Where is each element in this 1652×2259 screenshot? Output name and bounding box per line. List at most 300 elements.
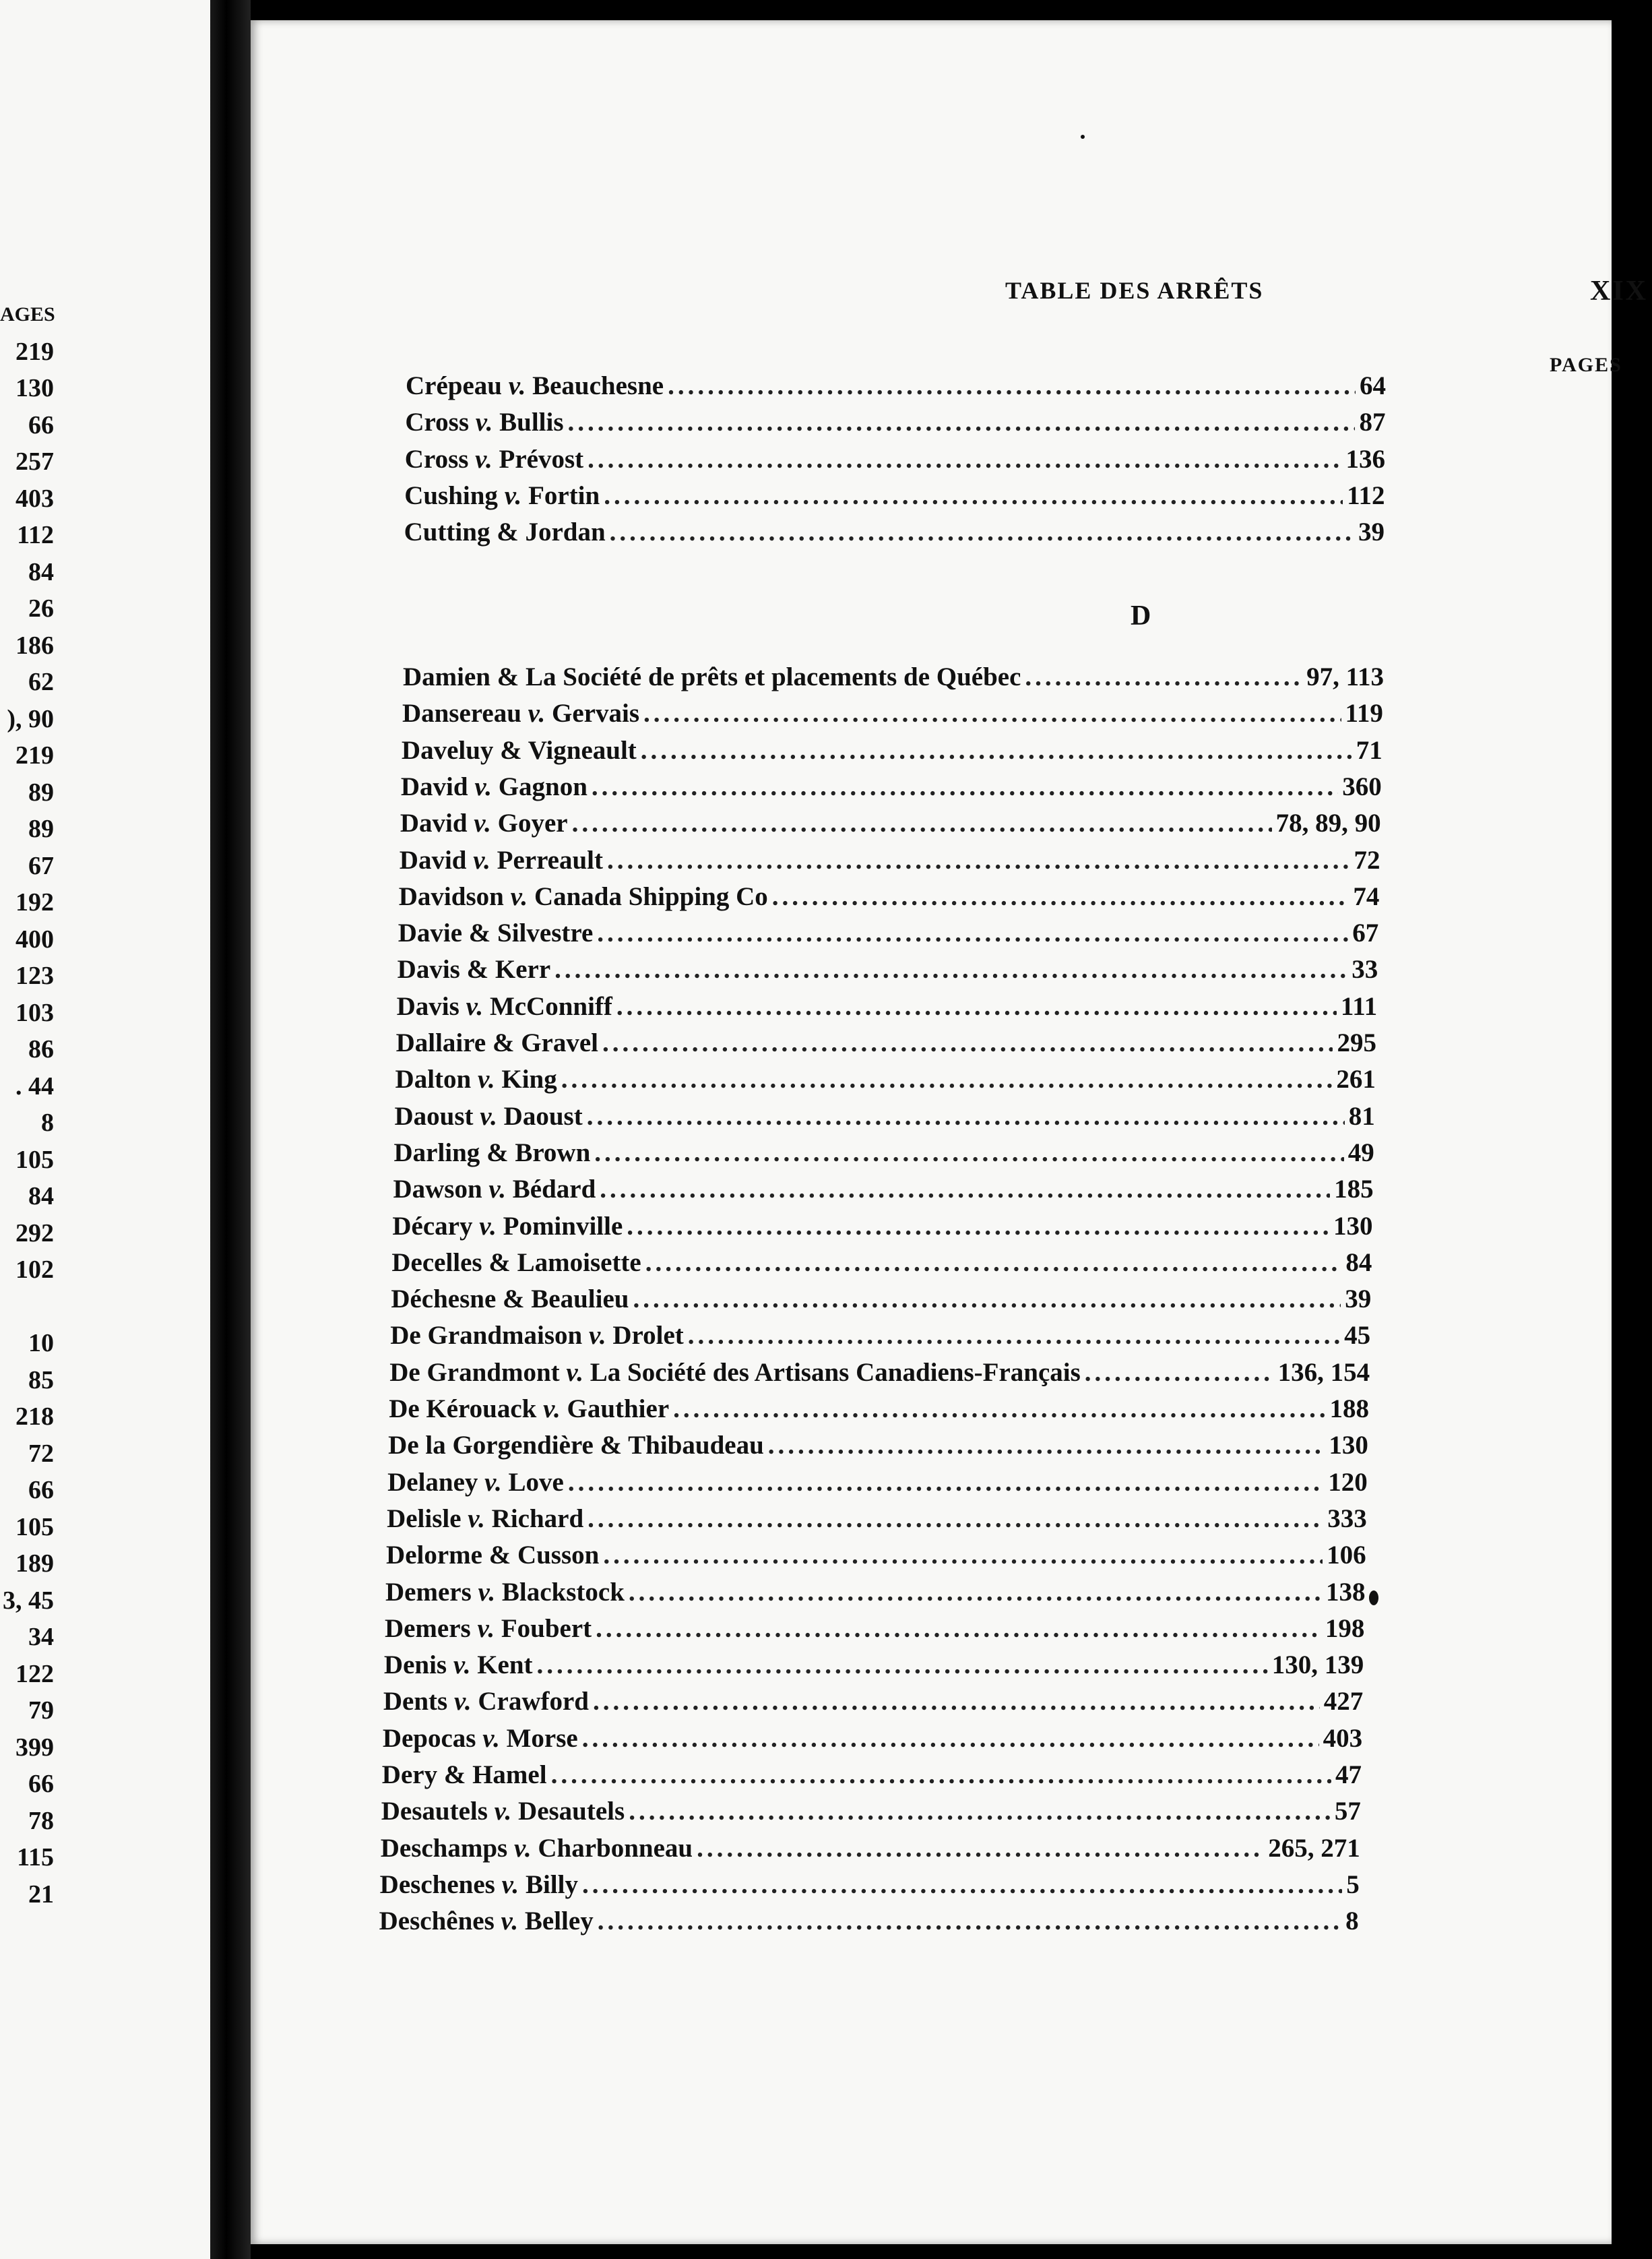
index-entry	[382, 1760, 1362, 1796]
party-b: La Société des Artisans Canadiens-Français	[590, 1357, 1081, 1387]
index-entry	[391, 1284, 1371, 1320]
party-separator: v.	[466, 991, 484, 1021]
dot-leader	[603, 1540, 1323, 1570]
facing-page-number: 122	[15, 1659, 54, 1688]
dot-leader	[537, 1650, 1268, 1680]
party-a: Deschênes	[379, 1907, 495, 1936]
dot-leader	[607, 845, 1349, 875]
facing-page-number: 67	[28, 851, 54, 880]
page-reference: 119	[1345, 699, 1383, 729]
party-separator: v.	[474, 772, 492, 801]
party-a: Darling	[393, 1138, 480, 1167]
party-separator: v.	[474, 809, 491, 838]
facing-page-number	[0, 1289, 54, 1326]
index-entry	[379, 1906, 1359, 1942]
index-entry	[383, 1686, 1363, 1723]
party-b: Lamoisette	[517, 1247, 641, 1277]
party-a: Damien	[403, 662, 490, 691]
party-b: Kerr	[495, 955, 551, 985]
page-reference: 333	[1327, 1504, 1367, 1533]
case-name	[398, 954, 550, 985]
party-separator: v.	[494, 1797, 512, 1826]
party-a: Delorme	[386, 1541, 482, 1570]
facing-page-number: 34	[28, 1623, 54, 1651]
facing-page-number: 192	[15, 888, 54, 917]
facing-page-number: 399	[15, 1733, 54, 1762]
case-name	[383, 1723, 578, 1754]
case-name	[382, 1760, 547, 1790]
party-separator: v.	[508, 371, 526, 400]
dot-leader	[587, 444, 1341, 474]
party-separator: &	[492, 1028, 515, 1057]
dot-leader	[1025, 662, 1302, 692]
case-name	[380, 1869, 578, 1900]
party-separator: v.	[475, 408, 493, 437]
case-name	[392, 1211, 623, 1241]
index-entry	[406, 371, 1386, 407]
party-separator: &	[497, 518, 519, 547]
party-b: Desautels	[518, 1797, 625, 1826]
page-reference: 8	[1345, 1907, 1359, 1936]
ink-speck	[1369, 1590, 1378, 1605]
party-separator: &	[600, 1431, 623, 1460]
section-letter: D	[1131, 600, 1151, 631]
party-b: Silvestre	[497, 919, 594, 948]
dot-leader	[602, 1028, 1333, 1058]
index-entry	[398, 918, 1379, 954]
dot-leader	[582, 1723, 1319, 1754]
page-reference: 106	[1327, 1541, 1366, 1570]
party-a: Davis	[396, 991, 459, 1021]
index-entry	[393, 1174, 1373, 1210]
party-separator: &	[443, 1760, 466, 1789]
case-name	[396, 1028, 598, 1058]
facing-page-number: 102	[15, 1256, 54, 1284]
dot-leader	[598, 1906, 1341, 1936]
dot-leader	[600, 1174, 1330, 1204]
book-page	[251, 20, 1649, 2244]
case-name	[398, 918, 594, 948]
facing-page-number: 112	[17, 521, 54, 549]
party-a: Desautels	[381, 1797, 488, 1826]
case-name	[405, 407, 563, 437]
case-name	[395, 1064, 557, 1094]
page-reference: 138	[1326, 1577, 1366, 1607]
dot-leader	[597, 918, 1348, 948]
index-entry	[401, 772, 1382, 808]
page-reference: 47	[1335, 1760, 1362, 1789]
case-name	[383, 1686, 589, 1716]
party-b: Foubert	[501, 1613, 592, 1643]
party-separator: v.	[488, 1175, 507, 1204]
facing-page-number: 85	[28, 1365, 54, 1394]
page-reference: 130	[1329, 1431, 1368, 1460]
page-reference: 188	[1329, 1394, 1369, 1423]
party-a: Depocas	[382, 1723, 476, 1753]
party-b: Charbonneau	[538, 1833, 693, 1863]
page-number: XIX	[1590, 276, 1649, 307]
ink-speck	[1081, 135, 1085, 139]
dot-leader	[572, 808, 1272, 838]
party-a: Deschamps	[380, 1833, 508, 1863]
party-b: Jordan	[525, 518, 606, 547]
case-name	[381, 1796, 625, 1826]
page-reference: 45	[1344, 1321, 1371, 1351]
party-b: Beaulieu	[531, 1285, 629, 1314]
facing-page-number: 218	[15, 1402, 54, 1431]
page-reference: 33	[1352, 955, 1378, 985]
party-a: Cushing	[404, 481, 498, 510]
page-reference: 49	[1347, 1138, 1374, 1167]
party-b: Fortin	[528, 481, 600, 510]
page-reference: 74	[1353, 881, 1380, 911]
case-name	[403, 662, 1021, 692]
party-b: Beauchesne	[532, 371, 664, 400]
dot-leader	[593, 1686, 1320, 1716]
party-separator: v.	[477, 1065, 495, 1094]
party-separator: &	[503, 1285, 525, 1314]
dot-leader	[643, 698, 1341, 729]
page-reference: 97, 113	[1306, 662, 1384, 691]
index-entry	[388, 1430, 1368, 1466]
party-a: Déchesne	[391, 1285, 497, 1314]
party-a: Daveluy	[401, 735, 494, 765]
party-b: Goyer	[497, 809, 568, 838]
case-name	[401, 772, 587, 802]
party-separator: v.	[566, 1357, 584, 1387]
case-name	[387, 1504, 583, 1534]
dot-leader	[633, 1284, 1341, 1314]
index-entry	[404, 481, 1385, 517]
party-b: Crawford	[478, 1687, 589, 1716]
party-separator: v.	[513, 1833, 532, 1863]
party-separator: v.	[510, 881, 528, 911]
party-b: Kent	[477, 1650, 533, 1680]
index-entry	[403, 662, 1384, 698]
facing-page-edge	[0, 0, 210, 2259]
party-separator: &	[488, 1541, 511, 1570]
party-a: Demers	[384, 1613, 471, 1643]
party-b: Gervais	[552, 699, 639, 729]
party-b: Canada Shipping Co	[534, 881, 768, 911]
dot-leader	[587, 1504, 1323, 1534]
dot-leader	[629, 1796, 1331, 1826]
facing-page-number: 84	[28, 1182, 54, 1210]
page-reference: 71	[1356, 735, 1383, 765]
party-b: Daoust	[503, 1101, 583, 1131]
index-entry	[395, 1101, 1375, 1138]
party-a: De la Gorgendière	[388, 1431, 594, 1460]
index-entry	[402, 735, 1383, 772]
party-a: David	[399, 845, 467, 875]
party-a: Davie	[398, 919, 463, 948]
dot-leader	[610, 517, 1354, 547]
party-a: Cross	[404, 444, 469, 474]
party-separator: v.	[543, 1394, 561, 1423]
index-entry	[385, 1613, 1364, 1650]
dot-leader	[587, 1101, 1345, 1132]
party-a: David	[400, 809, 468, 838]
facing-page-number: 105	[15, 1512, 54, 1541]
case-name	[385, 1613, 592, 1644]
facing-page-number: 84	[28, 557, 54, 586]
case-name	[388, 1430, 764, 1460]
party-b: Bédard	[512, 1175, 596, 1204]
page-reference: 72	[1354, 845, 1380, 875]
party-a: Dery	[381, 1760, 438, 1789]
party-b: Richard	[491, 1504, 584, 1533]
index-entry	[400, 845, 1380, 881]
case-name	[393, 1174, 596, 1204]
facing-page-number: 66	[28, 1476, 54, 1504]
party-separator: &	[497, 662, 519, 691]
dot-leader	[768, 1430, 1325, 1460]
dot-leader	[641, 735, 1352, 766]
party-separator: v.	[501, 1907, 519, 1936]
facing-page-number: 219	[15, 741, 54, 770]
dot-leader	[772, 881, 1349, 912]
page-reference: 136, 154	[1277, 1357, 1370, 1387]
facing-page-number: . 44	[15, 1072, 54, 1101]
case-name	[390, 1320, 683, 1351]
party-b: Thibaudeau	[628, 1431, 764, 1460]
index-entry	[395, 1064, 1376, 1101]
facing-page-number: 115	[17, 1843, 54, 1871]
case-name	[402, 735, 637, 766]
party-a: Dalton	[395, 1065, 472, 1094]
page-reference: 261	[1336, 1065, 1376, 1094]
case-name	[406, 371, 664, 401]
page-reference: 295	[1337, 1028, 1376, 1057]
index-entry	[402, 698, 1383, 735]
party-separator: v.	[482, 1723, 500, 1753]
case-name	[387, 1467, 564, 1497]
party-a: Daoust	[394, 1101, 474, 1131]
party-a: Delisle	[387, 1504, 462, 1533]
index-entry	[405, 407, 1385, 443]
index-entry	[386, 1540, 1366, 1576]
party-b: McConniff	[489, 991, 612, 1021]
case-name	[404, 517, 606, 547]
facing-page-number: 3, 45	[3, 1586, 54, 1615]
party-b: Gagnon	[498, 772, 587, 801]
party-b: Morse	[506, 1723, 578, 1753]
page-reference: 5	[1346, 1869, 1360, 1899]
index-entry	[399, 881, 1380, 918]
dot-leader	[688, 1320, 1340, 1351]
facing-page-number: 219	[15, 337, 54, 366]
facing-page-number: 403	[15, 484, 54, 513]
page-reference: 64	[1360, 371, 1386, 400]
party-a: Denis	[383, 1650, 447, 1680]
party-a: Deschenes	[379, 1869, 495, 1899]
dot-leader	[604, 481, 1343, 511]
party-separator: v.	[528, 699, 546, 729]
index-entry	[392, 1211, 1372, 1247]
dot-leader	[1085, 1357, 1274, 1388]
party-b: La Société de prêts et placements de Québec	[526, 662, 1021, 691]
dot-leader	[673, 1394, 1325, 1424]
index-entry	[387, 1467, 1368, 1504]
party-b: Blackstock	[501, 1577, 625, 1607]
party-a: Dallaire	[395, 1028, 486, 1057]
party-b: Perreault	[497, 845, 603, 875]
party-separator: v.	[478, 1577, 496, 1607]
party-separator: v.	[468, 1504, 485, 1533]
dot-leader	[616, 991, 1337, 1022]
index-entry	[396, 1028, 1376, 1064]
facing-page-number: 89	[28, 815, 54, 843]
index-entry	[381, 1796, 1361, 1832]
case-name	[395, 1101, 583, 1132]
dot-leader	[668, 371, 1356, 401]
party-separator: v.	[484, 1467, 502, 1497]
running-title: TABLE DES ARRÊTS	[1005, 277, 1264, 304]
party-separator: v.	[475, 444, 493, 474]
party-a: Cross	[405, 408, 470, 437]
party-b: Brown	[515, 1138, 591, 1167]
page-reference: 84	[1345, 1247, 1372, 1277]
dot-leader	[568, 407, 1356, 437]
pages-column-label: PAGES	[1550, 354, 1622, 376]
facing-page-number: 186	[15, 631, 54, 660]
case-name	[384, 1650, 533, 1680]
page-reference: 360	[1342, 772, 1382, 801]
case-name	[391, 1284, 629, 1314]
page-reference: 39	[1358, 518, 1385, 547]
party-a: Crépeau	[406, 371, 502, 400]
dot-leader	[594, 1138, 1343, 1168]
facing-page-number: 66	[28, 1770, 54, 1798]
facing-page-number: 26	[28, 594, 54, 623]
facing-page-number: 8	[41, 1109, 54, 1137]
page-reference: 265, 271	[1268, 1833, 1360, 1863]
index-entry	[381, 1833, 1360, 1869]
facing-page-number: 189	[15, 1549, 54, 1578]
case-name	[404, 481, 600, 511]
facing-page-number: 10	[28, 1329, 54, 1357]
page-reference: 87	[1359, 408, 1386, 437]
party-separator: v.	[453, 1650, 471, 1680]
page-reference: 136	[1345, 444, 1385, 474]
page-reference: 120	[1328, 1467, 1368, 1497]
page-reference: 78, 89, 90	[1275, 809, 1381, 838]
party-separator: v.	[477, 1613, 495, 1643]
party-a: Décary	[392, 1211, 473, 1241]
party-a: Dawson	[393, 1175, 482, 1204]
party-b: Billy	[525, 1869, 578, 1899]
party-a: De Kérouack	[389, 1394, 537, 1423]
case-name	[405, 444, 583, 474]
dot-leader	[551, 1760, 1331, 1790]
index-entry	[380, 1869, 1360, 1906]
index-entry	[400, 808, 1381, 844]
case-name	[386, 1540, 599, 1570]
dot-leader	[582, 1869, 1342, 1900]
index-entry	[383, 1723, 1362, 1760]
page-reference: 185	[1334, 1175, 1374, 1204]
party-b: Hamel	[472, 1760, 547, 1789]
party-separator: &	[486, 1138, 509, 1167]
party-a: Delaney	[387, 1467, 478, 1497]
party-b: Pominville	[503, 1211, 623, 1241]
facing-page-number: 79	[28, 1696, 54, 1725]
case-name	[391, 1247, 641, 1278]
party-a: Davis	[397, 955, 460, 985]
index-entry	[390, 1320, 1370, 1357]
party-a: De Grandmaison	[390, 1321, 583, 1351]
page-reference: 198	[1325, 1613, 1365, 1643]
index-entry	[405, 444, 1385, 481]
index-entry	[404, 517, 1385, 553]
party-b: Gravel	[521, 1028, 598, 1057]
case-name	[399, 881, 768, 912]
index-entry	[397, 991, 1377, 1028]
dot-leader	[592, 772, 1338, 802]
party-separator: v.	[473, 845, 490, 875]
dot-leader	[627, 1211, 1329, 1241]
facing-page-number: 257	[15, 447, 54, 476]
facing-page-number: 21	[28, 1880, 54, 1909]
index-entry	[385, 1577, 1366, 1613]
party-a: Davidson	[398, 881, 504, 911]
index-entry	[398, 954, 1378, 991]
party-separator: v.	[479, 1211, 497, 1241]
facing-page-number: 72	[28, 1439, 54, 1468]
index-entry	[384, 1650, 1364, 1686]
facing-page-number: 103	[15, 998, 54, 1027]
case-name	[381, 1833, 693, 1863]
page-reference: 81	[1348, 1101, 1375, 1131]
index-entry	[393, 1138, 1374, 1174]
party-separator: v.	[453, 1687, 472, 1716]
party-b: Drolet	[612, 1321, 684, 1351]
facing-page-number: 130	[15, 374, 54, 402]
facing-page-number: 105	[15, 1145, 54, 1174]
index-entry	[387, 1504, 1367, 1540]
dot-leader	[596, 1613, 1321, 1644]
dot-leader	[697, 1833, 1264, 1863]
party-b: Love	[508, 1467, 564, 1497]
dot-leader	[629, 1577, 1322, 1607]
party-b: Prévost	[499, 444, 584, 474]
party-a: Decelles	[391, 1247, 482, 1277]
party-b: Belley	[524, 1907, 594, 1936]
party-a: Dents	[383, 1687, 448, 1716]
case-name	[389, 1357, 1081, 1388]
facing-page-number: 89	[28, 778, 54, 807]
facing-page-number: 292	[15, 1218, 54, 1247]
party-b: Bullis	[499, 408, 564, 437]
page-reference: 403	[1323, 1723, 1363, 1753]
page-reference: 130	[1333, 1211, 1373, 1241]
page-reference: 57	[1334, 1797, 1361, 1826]
party-separator: &	[468, 919, 491, 948]
index-entry	[389, 1357, 1370, 1394]
facing-page-number: ), 90	[7, 704, 54, 733]
case-name	[379, 1906, 594, 1936]
party-b: Vigneault	[528, 735, 637, 765]
page-reference: 427	[1323, 1687, 1364, 1716]
case-name	[385, 1577, 625, 1607]
case-name	[400, 845, 603, 875]
party-a: Demers	[385, 1577, 472, 1607]
party-b: Cusson	[517, 1541, 600, 1570]
facing-page-header: AGES	[0, 303, 55, 326]
page-reference: 111	[1340, 991, 1378, 1021]
party-b: Gauthier	[567, 1394, 670, 1423]
facing-page-number: 86	[28, 1035, 54, 1063]
